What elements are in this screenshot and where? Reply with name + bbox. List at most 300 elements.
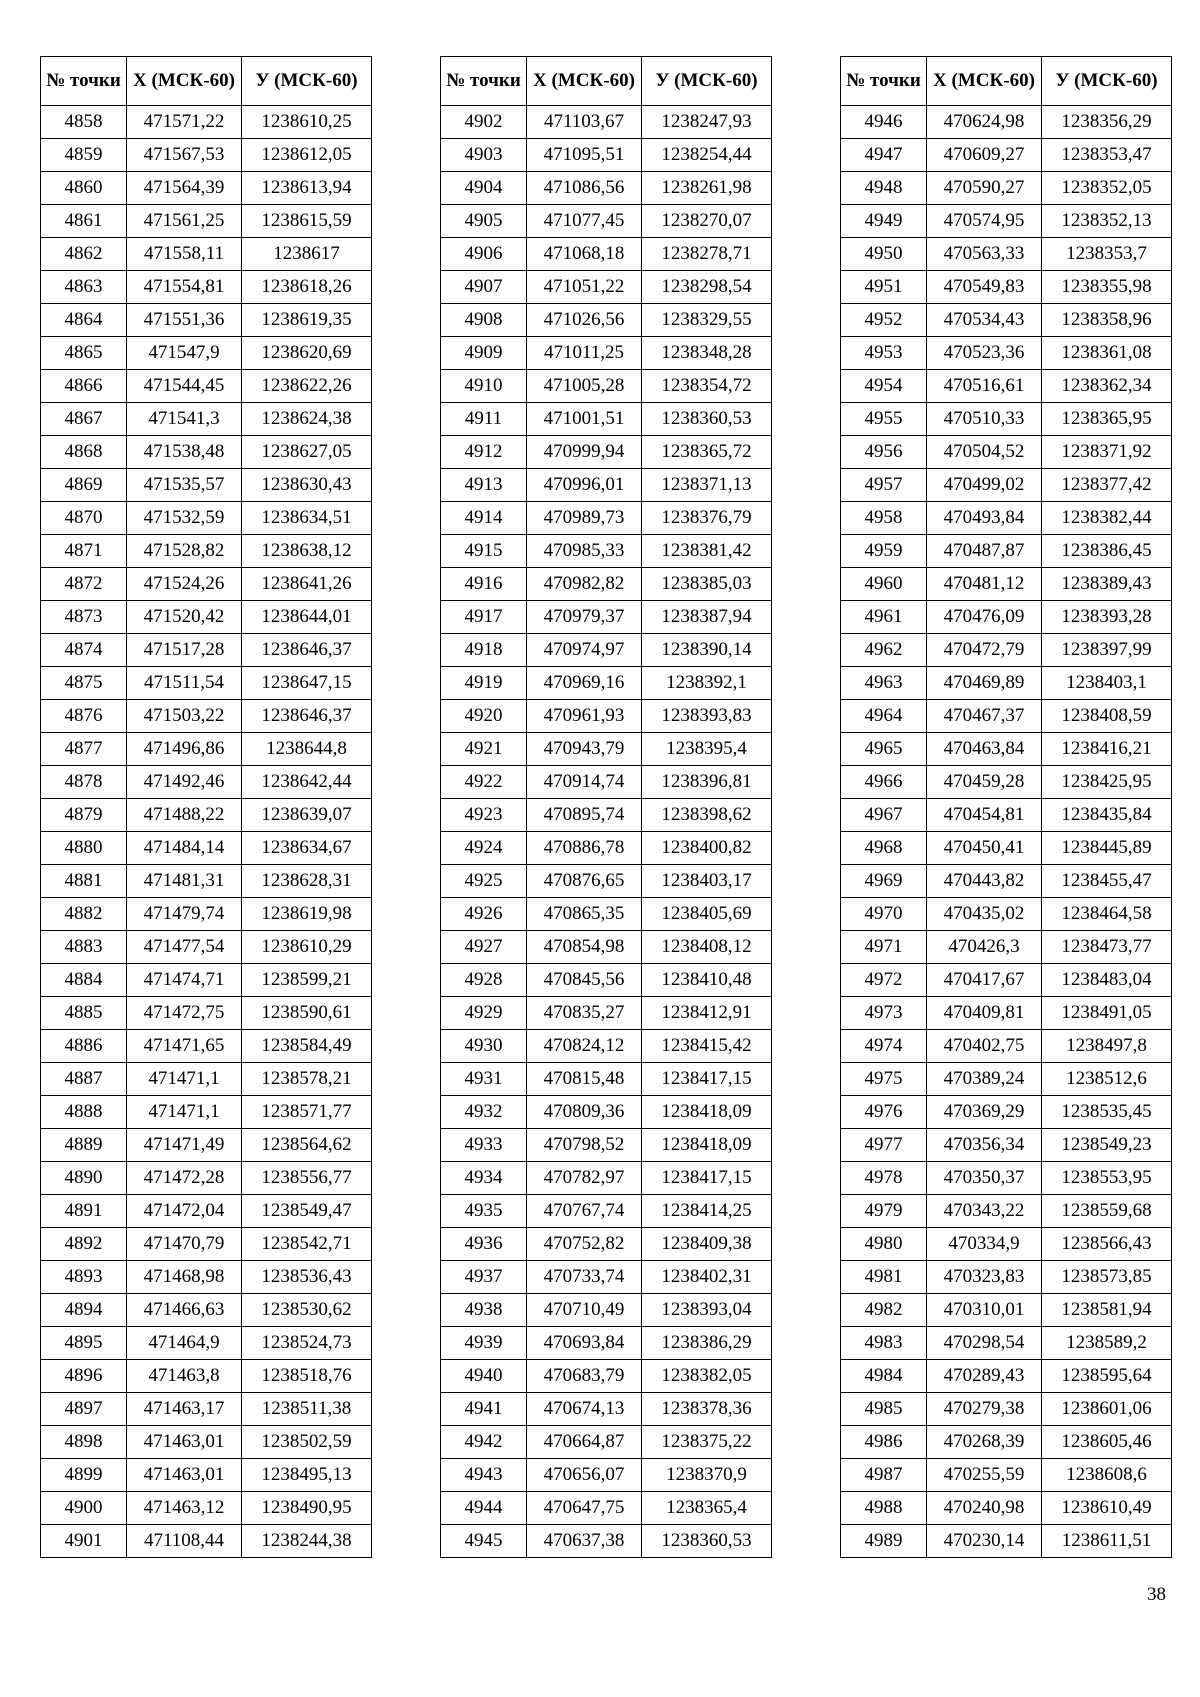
cell-x-coordinate: 470409,81: [927, 997, 1042, 1030]
cell-point-number: 4889: [41, 1129, 127, 1162]
cell-x-coordinate: 470590,27: [927, 172, 1042, 205]
table-row: [841, 700, 1172, 733]
cell-y-coordinate: 1238270,07: [642, 205, 772, 238]
table-row: [841, 1327, 1172, 1360]
cell-y-coordinate: 1238455,47: [1042, 865, 1172, 898]
cell-x-coordinate: 470876,65: [527, 865, 642, 898]
table-row: [841, 1426, 1172, 1459]
table-row: [841, 1525, 1172, 1558]
cell-point-number: 4875: [41, 667, 127, 700]
table-row: [841, 898, 1172, 931]
cell-x-coordinate: 470969,16: [527, 667, 642, 700]
cell-x-coordinate: 470472,79: [927, 634, 1042, 667]
cell-y-coordinate: 1238610,25: [242, 106, 372, 139]
cell-y-coordinate: 1238622,26: [242, 370, 372, 403]
cell-x-coordinate: 471484,14: [127, 832, 242, 865]
cell-point-number: 4927: [441, 931, 527, 964]
cell-point-number: 4925: [441, 865, 527, 898]
cell-y-coordinate: 1238386,45: [1042, 535, 1172, 568]
cell-x-coordinate: 470782,97: [527, 1162, 642, 1195]
table-row: [441, 535, 772, 568]
table-row: [441, 1525, 772, 1558]
table-row: [41, 1294, 372, 1327]
cell-y-coordinate: 1238389,43: [1042, 568, 1172, 601]
table-row: [841, 997, 1172, 1030]
cell-y-coordinate: 1238365,4: [642, 1492, 772, 1525]
cell-x-coordinate: 471492,46: [127, 766, 242, 799]
cell-y-coordinate: 1238435,84: [1042, 799, 1172, 832]
cell-x-coordinate: 470450,41: [927, 832, 1042, 865]
cell-x-coordinate: 471554,81: [127, 271, 242, 304]
cell-point-number: 4963: [841, 667, 927, 700]
cell-x-coordinate: 470459,28: [927, 766, 1042, 799]
cell-point-number: 4973: [841, 997, 927, 1030]
cell-x-coordinate: 471517,28: [127, 634, 242, 667]
cell-x-coordinate: 470402,75: [927, 1030, 1042, 1063]
cell-point-number: 4958: [841, 502, 927, 535]
cell-x-coordinate: 470298,54: [927, 1327, 1042, 1360]
cell-point-number: 4969: [841, 865, 927, 898]
cell-x-coordinate: 470574,95: [927, 205, 1042, 238]
cell-point-number: 4924: [441, 832, 527, 865]
table-row: [441, 1360, 772, 1393]
cell-x-coordinate: 471524,26: [127, 568, 242, 601]
cell-point-number: 4877: [41, 733, 127, 766]
cell-x-coordinate: 471471,1: [127, 1063, 242, 1096]
cell-y-coordinate: 1238495,13: [242, 1459, 372, 1492]
cell-y-coordinate: 1238511,38: [242, 1393, 372, 1426]
cell-y-coordinate: 1238358,96: [1042, 304, 1172, 337]
table-row: [441, 337, 772, 370]
cell-y-coordinate: 1238483,04: [1042, 964, 1172, 997]
cell-x-coordinate: 471471,49: [127, 1129, 242, 1162]
cell-y-coordinate: 1238581,94: [1042, 1294, 1172, 1327]
cell-y-coordinate: 1238553,95: [1042, 1162, 1172, 1195]
table-row: [41, 799, 372, 832]
table-row: [41, 271, 372, 304]
cell-y-coordinate: 1238412,91: [642, 997, 772, 1030]
table-row: [41, 1228, 372, 1261]
table-row: [441, 304, 772, 337]
cell-x-coordinate: 470664,87: [527, 1426, 642, 1459]
table-row: [41, 931, 372, 964]
cell-point-number: 4932: [441, 1096, 527, 1129]
header-row: [441, 57, 772, 106]
cell-x-coordinate: 470989,73: [527, 502, 642, 535]
cell-y-coordinate: 1238353,7: [1042, 238, 1172, 271]
cell-y-coordinate: 1238524,73: [242, 1327, 372, 1360]
cell-x-coordinate: 470886,78: [527, 832, 642, 865]
table-row: [441, 1327, 772, 1360]
cell-x-coordinate: 470255,59: [927, 1459, 1042, 1492]
cell-y-coordinate: 1238360,53: [642, 1525, 772, 1558]
cell-y-coordinate: 1238608,6: [1042, 1459, 1172, 1492]
cell-y-coordinate: 1238393,28: [1042, 601, 1172, 634]
cell-point-number: 4903: [441, 139, 527, 172]
cell-x-coordinate: 470609,27: [927, 139, 1042, 172]
cell-x-coordinate: 470493,84: [927, 502, 1042, 535]
table-row: [841, 832, 1172, 865]
cell-point-number: 4947: [841, 139, 927, 172]
cell-x-coordinate: 471481,31: [127, 865, 242, 898]
cell-point-number: 4988: [841, 1492, 927, 1525]
table-row: [841, 106, 1172, 139]
table-row: [841, 172, 1172, 205]
cell-point-number: 4871: [41, 535, 127, 568]
cell-point-number: 4876: [41, 700, 127, 733]
cell-x-coordinate: 470523,36: [927, 337, 1042, 370]
cell-y-coordinate: 1238627,05: [242, 436, 372, 469]
table-row: [841, 1096, 1172, 1129]
cell-y-coordinate: 1238536,43: [242, 1261, 372, 1294]
cell-point-number: 4905: [441, 205, 527, 238]
table-row: [41, 832, 372, 865]
cell-y-coordinate: 1238329,55: [642, 304, 772, 337]
cell-y-coordinate: 1238613,94: [242, 172, 372, 205]
table-row: [441, 1129, 772, 1162]
cell-y-coordinate: 1238403,1: [1042, 667, 1172, 700]
cell-y-coordinate: 1238619,98: [242, 898, 372, 931]
cell-point-number: 4949: [841, 205, 927, 238]
cell-point-number: 4922: [441, 766, 527, 799]
cell-x-coordinate: 470481,12: [927, 568, 1042, 601]
cell-y-coordinate: 1238405,69: [642, 898, 772, 931]
table-row: [441, 1294, 772, 1327]
cell-y-coordinate: 1238365,72: [642, 436, 772, 469]
cell-x-coordinate: 470798,52: [527, 1129, 642, 1162]
cell-x-coordinate: 470499,02: [927, 469, 1042, 502]
table-row: [41, 1525, 372, 1558]
cell-x-coordinate: 470343,22: [927, 1195, 1042, 1228]
cell-point-number: 4860: [41, 172, 127, 205]
cell-y-coordinate: 1238390,14: [642, 634, 772, 667]
cell-point-number: 4921: [441, 733, 527, 766]
table-row: [41, 667, 372, 700]
cell-x-coordinate: 470996,01: [527, 469, 642, 502]
cell-y-coordinate: 1238617: [242, 238, 372, 271]
cell-point-number: 4900: [41, 1492, 127, 1525]
table-row: [441, 1030, 772, 1063]
header-y-coordinate: У (МСК-60): [1042, 57, 1172, 106]
cell-y-coordinate: 1238378,36: [642, 1393, 772, 1426]
cell-x-coordinate: 471511,54: [127, 667, 242, 700]
cell-point-number: 4961: [841, 601, 927, 634]
cell-point-number: 4981: [841, 1261, 927, 1294]
cell-point-number: 4982: [841, 1294, 927, 1327]
table-row: [441, 1096, 772, 1129]
cell-y-coordinate: 1238615,59: [242, 205, 372, 238]
table-row: [841, 931, 1172, 964]
cell-x-coordinate: 470534,43: [927, 304, 1042, 337]
cell-y-coordinate: 1238644,01: [242, 601, 372, 634]
cell-point-number: 4869: [41, 469, 127, 502]
header-row: [41, 57, 372, 106]
cell-y-coordinate: 1238549,23: [1042, 1129, 1172, 1162]
cell-y-coordinate: 1238641,26: [242, 568, 372, 601]
cell-point-number: 4967: [841, 799, 927, 832]
cell-y-coordinate: 1238376,79: [642, 502, 772, 535]
cell-x-coordinate: 471541,3: [127, 403, 242, 436]
cell-y-coordinate: 1238398,62: [642, 799, 772, 832]
table-row: [841, 502, 1172, 535]
cell-x-coordinate: 470467,37: [927, 700, 1042, 733]
cell-point-number: 4934: [441, 1162, 527, 1195]
cell-point-number: 4904: [441, 172, 527, 205]
cell-y-coordinate: 1238417,15: [642, 1162, 772, 1195]
cell-x-coordinate: 470647,75: [527, 1492, 642, 1525]
table-row: [441, 634, 772, 667]
cell-y-coordinate: 1238362,34: [1042, 370, 1172, 403]
cell-y-coordinate: 1238417,15: [642, 1063, 772, 1096]
cell-x-coordinate: 471005,28: [527, 370, 642, 403]
cell-x-coordinate: 470240,98: [927, 1492, 1042, 1525]
cell-x-coordinate: 470710,49: [527, 1294, 642, 1327]
cell-x-coordinate: 470656,07: [527, 1459, 642, 1492]
cell-x-coordinate: 470961,93: [527, 700, 642, 733]
table-row: [41, 1063, 372, 1096]
table-row: [441, 799, 772, 832]
table-row: [41, 370, 372, 403]
cell-point-number: 4977: [841, 1129, 927, 1162]
table-row: [441, 1426, 772, 1459]
table-row: [41, 1261, 372, 1294]
cell-x-coordinate: 471468,98: [127, 1261, 242, 1294]
cell-y-coordinate: 1238473,77: [1042, 931, 1172, 964]
cell-x-coordinate: 471472,28: [127, 1162, 242, 1195]
cell-point-number: 4892: [41, 1228, 127, 1261]
cell-point-number: 4861: [41, 205, 127, 238]
cell-point-number: 4867: [41, 403, 127, 436]
cell-point-number: 4912: [441, 436, 527, 469]
coordinates-table-3: [840, 56, 1172, 1558]
cell-x-coordinate: 471471,1: [127, 1096, 242, 1129]
cell-y-coordinate: 1238392,1: [642, 667, 772, 700]
table-row: [841, 1063, 1172, 1096]
cell-x-coordinate: 470334,9: [927, 1228, 1042, 1261]
table-row: [41, 535, 372, 568]
cell-y-coordinate: 1238415,42: [642, 1030, 772, 1063]
cell-y-coordinate: 1238244,38: [242, 1525, 372, 1558]
header-x-coordinate: X (МСК-60): [127, 57, 242, 106]
cell-y-coordinate: 1238418,09: [642, 1096, 772, 1129]
cell-x-coordinate: 470835,27: [527, 997, 642, 1030]
cell-y-coordinate: 1238535,45: [1042, 1096, 1172, 1129]
cell-x-coordinate: 471561,25: [127, 205, 242, 238]
table-row: [441, 205, 772, 238]
cell-y-coordinate: 1238403,17: [642, 865, 772, 898]
cell-x-coordinate: 471564,39: [127, 172, 242, 205]
cell-x-coordinate: 470752,82: [527, 1228, 642, 1261]
table-row: [41, 1393, 372, 1426]
table-row: [41, 304, 372, 337]
cell-y-coordinate: 1238605,46: [1042, 1426, 1172, 1459]
cell-y-coordinate: 1238381,42: [642, 535, 772, 568]
cell-x-coordinate: 470809,36: [527, 1096, 642, 1129]
cell-point-number: 4915: [441, 535, 527, 568]
cell-point-number: 4960: [841, 568, 927, 601]
cell-x-coordinate: 471470,79: [127, 1228, 242, 1261]
table-row: [41, 436, 372, 469]
table-row: [841, 238, 1172, 271]
cell-point-number: 4936: [441, 1228, 527, 1261]
cell-point-number: 4975: [841, 1063, 927, 1096]
cell-y-coordinate: 1238352,05: [1042, 172, 1172, 205]
cell-point-number: 4872: [41, 568, 127, 601]
cell-y-coordinate: 1238630,43: [242, 469, 372, 502]
header-row: [841, 57, 1172, 106]
table-row: [41, 1459, 372, 1492]
cell-point-number: 4868: [41, 436, 127, 469]
cell-x-coordinate: 470693,84: [527, 1327, 642, 1360]
cell-x-coordinate: 471472,75: [127, 997, 242, 1030]
cell-point-number: 4898: [41, 1426, 127, 1459]
cell-y-coordinate: 1238414,25: [642, 1195, 772, 1228]
header-y-coordinate: У (МСК-60): [642, 57, 772, 106]
cell-point-number: 4920: [441, 700, 527, 733]
cell-point-number: 4989: [841, 1525, 927, 1558]
table-row: [41, 898, 372, 931]
cell-y-coordinate: 1238393,04: [642, 1294, 772, 1327]
cell-x-coordinate: 470549,83: [927, 271, 1042, 304]
cell-point-number: 4866: [41, 370, 127, 403]
cell-x-coordinate: 470845,56: [527, 964, 642, 997]
cell-point-number: 4972: [841, 964, 927, 997]
cell-point-number: 4913: [441, 469, 527, 502]
cell-point-number: 4984: [841, 1360, 927, 1393]
table-row: [841, 304, 1172, 337]
table-row: [841, 1129, 1172, 1162]
cell-y-coordinate: 1238566,43: [1042, 1228, 1172, 1261]
cell-point-number: 4930: [441, 1030, 527, 1063]
cell-x-coordinate: 471471,65: [127, 1030, 242, 1063]
cell-x-coordinate: 470516,61: [927, 370, 1042, 403]
cell-point-number: 4870: [41, 502, 127, 535]
cell-point-number: 4890: [41, 1162, 127, 1195]
cell-y-coordinate: 1238354,72: [642, 370, 772, 403]
cell-x-coordinate: 471103,67: [527, 106, 642, 139]
cell-y-coordinate: 1238247,93: [642, 106, 772, 139]
cell-point-number: 4874: [41, 634, 127, 667]
cell-y-coordinate: 1238590,61: [242, 997, 372, 1030]
cell-y-coordinate: 1238445,89: [1042, 832, 1172, 865]
cell-x-coordinate: 471571,22: [127, 106, 242, 139]
cell-y-coordinate: 1238261,98: [642, 172, 772, 205]
cell-x-coordinate: 470674,13: [527, 1393, 642, 1426]
cell-y-coordinate: 1238634,67: [242, 832, 372, 865]
cell-x-coordinate: 470510,33: [927, 403, 1042, 436]
table-row: [841, 634, 1172, 667]
table-row: [41, 172, 372, 205]
cell-y-coordinate: 1238628,31: [242, 865, 372, 898]
table-row: [841, 667, 1172, 700]
cell-y-coordinate: 1238254,44: [642, 139, 772, 172]
cell-x-coordinate: 470999,94: [527, 436, 642, 469]
cell-x-coordinate: 470323,83: [927, 1261, 1042, 1294]
cell-point-number: 4952: [841, 304, 927, 337]
cell-point-number: 4948: [841, 172, 927, 205]
table-row: [441, 1063, 772, 1096]
cell-x-coordinate: 470815,48: [527, 1063, 642, 1096]
table-row: [41, 502, 372, 535]
cell-y-coordinate: 1238400,82: [642, 832, 772, 865]
cell-point-number: 4888: [41, 1096, 127, 1129]
table-row: [441, 568, 772, 601]
cell-point-number: 4897: [41, 1393, 127, 1426]
cell-point-number: 4935: [441, 1195, 527, 1228]
cell-x-coordinate: 470454,81: [927, 799, 1042, 832]
cell-x-coordinate: 471077,45: [527, 205, 642, 238]
table-row: [441, 931, 772, 964]
cell-x-coordinate: 471011,25: [527, 337, 642, 370]
cell-x-coordinate: 470854,98: [527, 931, 642, 964]
cell-point-number: 4880: [41, 832, 127, 865]
cell-y-coordinate: 1238512,6: [1042, 1063, 1172, 1096]
table-row: [441, 700, 772, 733]
cell-point-number: 4919: [441, 667, 527, 700]
cell-y-coordinate: 1238416,21: [1042, 733, 1172, 766]
cell-x-coordinate: 470463,84: [927, 733, 1042, 766]
cell-point-number: 4917: [441, 601, 527, 634]
cell-point-number: 4910: [441, 370, 527, 403]
cell-point-number: 4914: [441, 502, 527, 535]
cell-y-coordinate: 1238385,03: [642, 568, 772, 601]
cell-point-number: 4944: [441, 1492, 527, 1525]
cell-y-coordinate: 1238639,07: [242, 799, 372, 832]
cell-y-coordinate: 1238348,28: [642, 337, 772, 370]
cell-point-number: 4986: [841, 1426, 927, 1459]
cell-y-coordinate: 1238646,37: [242, 634, 372, 667]
cell-x-coordinate: 470895,74: [527, 799, 642, 832]
cell-point-number: 4966: [841, 766, 927, 799]
cell-point-number: 4942: [441, 1426, 527, 1459]
cell-y-coordinate: 1238371,92: [1042, 436, 1172, 469]
cell-y-coordinate: 1238491,05: [1042, 997, 1172, 1030]
table-row: [41, 568, 372, 601]
cell-x-coordinate: 471528,82: [127, 535, 242, 568]
cell-point-number: 4916: [441, 568, 527, 601]
table-row: [841, 469, 1172, 502]
cell-x-coordinate: 470476,09: [927, 601, 1042, 634]
cell-x-coordinate: 471532,59: [127, 502, 242, 535]
table-row: [441, 1195, 772, 1228]
cell-y-coordinate: 1238371,13: [642, 469, 772, 502]
table-row: [41, 238, 372, 271]
cell-x-coordinate: 471001,51: [527, 403, 642, 436]
cell-y-coordinate: 1238564,62: [242, 1129, 372, 1162]
cell-x-coordinate: 471535,57: [127, 469, 242, 502]
cell-x-coordinate: 471551,36: [127, 304, 242, 337]
cell-point-number: 4887: [41, 1063, 127, 1096]
table-row: [441, 733, 772, 766]
header-x-coordinate: X (МСК-60): [927, 57, 1042, 106]
cell-y-coordinate: 1238573,85: [1042, 1261, 1172, 1294]
table-row: [841, 535, 1172, 568]
table-row: [841, 1294, 1172, 1327]
cell-point-number: 4957: [841, 469, 927, 502]
cell-y-coordinate: 1238549,47: [242, 1195, 372, 1228]
cell-x-coordinate: 470268,39: [927, 1426, 1042, 1459]
cell-y-coordinate: 1238612,05: [242, 139, 372, 172]
cell-x-coordinate: 470733,74: [527, 1261, 642, 1294]
table-row: [841, 601, 1172, 634]
table-row: [41, 733, 372, 766]
cell-y-coordinate: 1238410,48: [642, 964, 772, 997]
cell-y-coordinate: 1238611,51: [1042, 1525, 1172, 1558]
cell-y-coordinate: 1238502,59: [242, 1426, 372, 1459]
cell-point-number: 4862: [41, 238, 127, 271]
table-row: [841, 766, 1172, 799]
cell-point-number: 4926: [441, 898, 527, 931]
